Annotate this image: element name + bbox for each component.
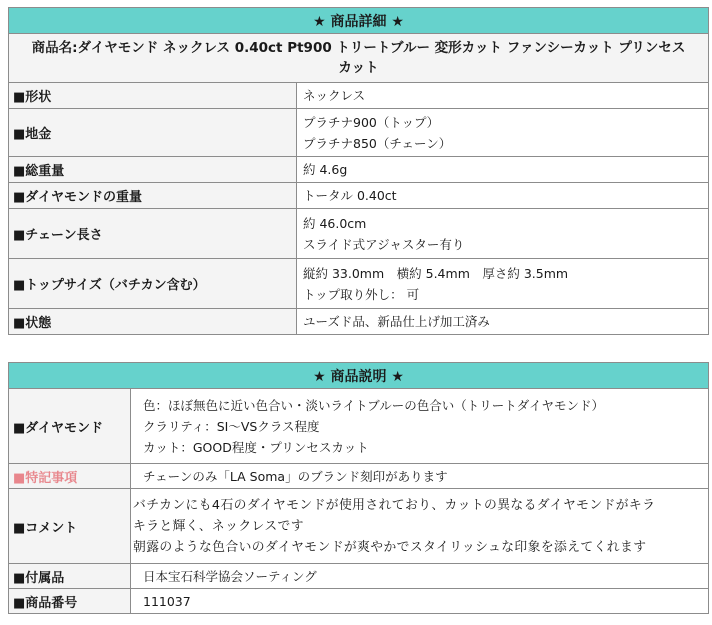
- desc-value-line: カット：GOOD程度・プリンセスカット: [143, 439, 369, 455]
- product-details-table: [8, 7, 709, 335]
- desc-value: [131, 589, 709, 614]
- spec-row-shape: [9, 83, 709, 109]
- spec-value-line: 約 46.0cm: [303, 215, 367, 231]
- spec-value-line: ユーズド品、新品仕上げ加工済み: [303, 314, 490, 329]
- spec-value-line: 縦約 33.0mm 横約 5.4mm 厚さ約 3.5mm: [303, 265, 569, 281]
- desc-row-diamond: [9, 389, 709, 464]
- spec-row-top-size: [9, 259, 709, 309]
- spec-label: ■トップサイズ（バチカン含む）: [9, 259, 297, 309]
- desc-value-line: 日本宝石科学協会ソーティング: [143, 568, 317, 584]
- desc-value-line: 111037: [143, 593, 191, 609]
- spec-value-line: プラチナ900（トップ）: [303, 114, 440, 130]
- product-name: [9, 34, 709, 83]
- spec-label: ■地金: [9, 109, 297, 157]
- spec-label: ■形状: [9, 83, 297, 109]
- desc-label: ■商品番号: [9, 589, 131, 614]
- spec-value-line: スライド式アジャスター有り: [303, 236, 465, 252]
- desc-row-accessories: [9, 564, 709, 589]
- details-heading: ★ 商品詳細 ★: [9, 8, 709, 34]
- spec-value-line: トップ取り外し： 可: [303, 286, 420, 302]
- spec-value: [297, 183, 709, 209]
- desc-row-special: [9, 464, 709, 489]
- spec-value: [297, 209, 709, 259]
- spec-row-total-weight: [9, 157, 709, 183]
- desc-label: ■付属品: [9, 564, 131, 589]
- spec-label: ■チェーン長さ: [9, 209, 297, 259]
- description-heading: ★ 商品説明 ★: [9, 363, 709, 389]
- spec-value: [297, 309, 709, 335]
- desc-value-line: チェーンのみ「LA Soma」のブランド刻印があります: [143, 468, 448, 484]
- spec-label: ■ダイヤモンドの重量: [9, 183, 297, 209]
- spec-label: ■総重量: [9, 157, 297, 183]
- spec-value-line: プラチナ850（チェーン）: [303, 135, 452, 151]
- spec-value: [297, 109, 709, 157]
- product-name-line-1: 商品名:ダイヤモンド ネックレス 0.40ct Pt900 トリートブルー 変形カット ファンシーカット プリンセス: [31, 40, 686, 56]
- desc-row-comment: [9, 489, 709, 564]
- product-name-line-2: カット: [338, 60, 379, 76]
- spec-value: [297, 157, 709, 183]
- spec-row-metal: [9, 109, 709, 157]
- desc-value-line: バチカンにも4石のダイヤモンドが使用されており、カットの異なるダイヤモンドがキラ: [133, 497, 656, 513]
- spec-value: [297, 259, 709, 309]
- desc-value-line: 朝露のような色合いのダイヤモンドが爽やかでスタイリッシュな印象を添えてくれます: [133, 539, 647, 555]
- spec-value-line: ネックレス: [303, 88, 366, 103]
- desc-value-line: キラと輝く、ネックレスです: [133, 518, 304, 534]
- spec-row-diamond-weight: [9, 183, 709, 209]
- spec-row-condition: [9, 309, 709, 335]
- spec-value: [297, 83, 709, 109]
- desc-value: [131, 564, 709, 589]
- desc-value: [131, 464, 709, 489]
- desc-row-product-number: [9, 589, 709, 614]
- spec-value-line: 約 4.6g: [303, 162, 348, 177]
- spec-value-line: トータル 0.40ct: [303, 188, 397, 203]
- desc-value-line: クラリティ：SI～VSクラス程度: [143, 418, 320, 434]
- product-description-table: [8, 362, 709, 614]
- desc-label: ■コメント: [9, 489, 131, 564]
- spec-row-chain-length: [9, 209, 709, 259]
- desc-label: ■ダイヤモンド: [9, 389, 131, 464]
- desc-label-special: ■特記事項: [9, 464, 131, 489]
- desc-value: [131, 489, 709, 564]
- spec-label: ■状態: [9, 309, 297, 335]
- desc-value: [131, 389, 709, 464]
- desc-value-line: 色：ほぼ無色に近い色合い・淡いライトブルーの色合い（トリートダイヤモンド）: [143, 397, 605, 413]
